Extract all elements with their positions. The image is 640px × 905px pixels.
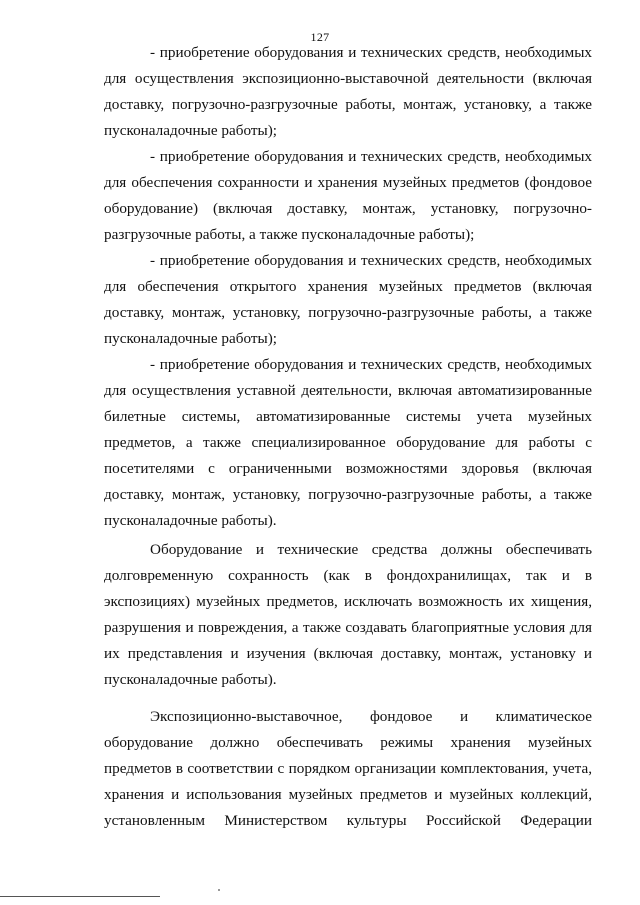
paragraph-exhibition-equipment: - приобретение оборудования и технических средств, необходимых для осуществления экспозиционно-выставочной деятельности (включая доставку, погрузочно-разгрузочные работы, монтаж, установку, а также пусконаладочные работы); bbox=[104, 44, 592, 139]
page-number: 127 bbox=[310, 30, 330, 44]
paragraph-equipment-requirements: Оборудование и технические средства должны обеспечивать долговременную сохранность (как в фондохранилищах, так и в экспозициях) музейных предметов, исключать возможность их хищения, разрушения и повреждения, а также создавать благоприятные условия для их представления и изучения (включая доставку, монтаж, установку и пусконаладочные работы). bbox=[104, 541, 592, 688]
paragraph-open-storage-equipment: - приобретение оборудования и технических средств, необходимых для обеспечения открытого хранения музейных предметов (включая доставку, монтаж, установку, погрузочно-разгрузочные работы, а также пусконаладочные работы); bbox=[104, 252, 592, 347]
paragraph-climate-equipment: Экспозиционно-выставочное, фондовое и климатическое оборудование должно обеспечивать режимы хранения музейных предметов в соответствии с порядком организации комплектования, учета, хранения и использования музейных предметов и музейных коллекций, установленным Министерством культуры Российской Федерации bbox=[104, 708, 592, 829]
document-body bbox=[104, 40, 592, 834]
paragraph-storage-equipment: - приобретение оборудования и технических средств, необходимых для обеспечения сохранности и хранения музейных предметов (фондовое оборудование) (включая доставку, монтаж, установку, погрузочно-разгрузочные работы, а также пусконаладочные работы); bbox=[104, 148, 592, 243]
paragraph-statutory-equipment: - приобретение оборудования и технических средств, необходимых для осуществления уставной деятельности, включая автоматизированные билетные системы, автоматизированные системы учета музейных предметов, а также специализированное оборудование для работы с посетителями с ограниченными возможностями здоровья (включая доставку, монтаж, установку, погрузочно-разгрузочные работы, а также пусконаладочные работы). bbox=[104, 356, 592, 529]
scan-speck bbox=[218, 889, 220, 891]
footer-rule bbox=[0, 896, 160, 897]
